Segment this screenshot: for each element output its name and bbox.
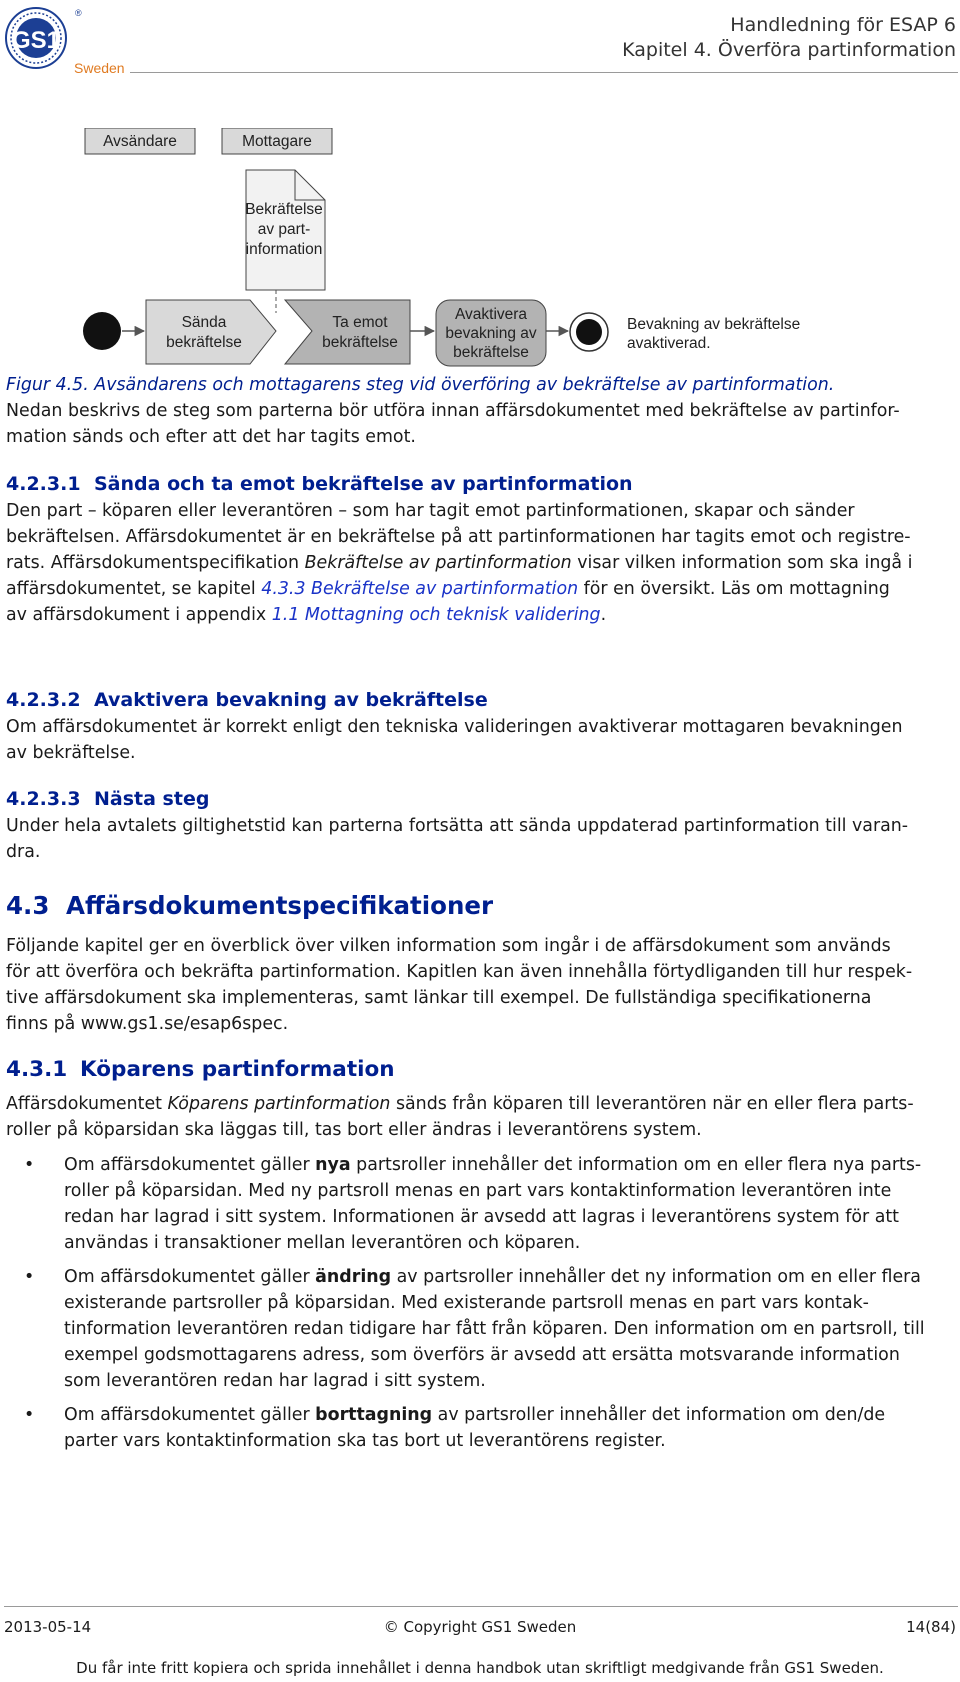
s3-line-1: Under hela avtalets giltighetstid kan parterna fortsätta att sända uppdaterad partinformation till varan- [6, 816, 909, 836]
b1-line-1c: partsroller innehåller det information om en eller flera nya parts- [350, 1155, 922, 1175]
section-heading-431 [6, 1056, 952, 1084]
s43-line-1: Följande kapitel ger en överblick över vilken information som ingår i de affärsdokument som används [6, 936, 891, 956]
section-title: Köparens partinformation [80, 1057, 395, 1082]
b3-line-1b: borttagning [315, 1405, 433, 1425]
s1-line-2: bekräftelsen. Affärsdokumentet är en bekräftelse på att partinformationen har tagits emot och registre- [6, 527, 911, 547]
bullet-marker: • [24, 1155, 35, 1175]
section-number: 4.2.3.2 [6, 689, 81, 711]
s2-line-2: av bekräftelse. [6, 743, 136, 763]
s431-line-1 [6, 1091, 952, 1117]
logo-text: GS1 [11, 27, 61, 54]
s2-line-1: Om affärsdokumentet är korrekt enligt den tekniska valideringen avaktiverar mottagaren bevakningen [6, 717, 903, 737]
b2-line-1a: Om affärsdokumentet gäller [64, 1267, 316, 1287]
section-heading-4231 [6, 471, 952, 497]
section-heading-43 [6, 890, 952, 922]
footer-note: Du får inte fritt kopiera och sprida innehållet i denna handbok utan skriftligt medgivande från GS1 Sweden. [76, 1659, 884, 1677]
section-title: Affärsdokumentspecifikationer [66, 891, 494, 920]
s43-line-4: finns på www.gs1.se/esap6spec. [6, 1014, 289, 1034]
logo-sub: Sweden [74, 60, 125, 76]
s1-line-3b: Bekräftelse av partinformation [304, 553, 572, 573]
bullet-marker: • [24, 1405, 35, 1425]
s431-line-1c: sänds från köparen till leverantören när en eller flera parts- [390, 1094, 914, 1114]
step-receive-line-1: Ta emot [332, 314, 388, 331]
s1-line-5a: av affärsdokument i appendix [6, 605, 272, 625]
b1-line-2: roller på köparsidan. Med ny partsroll menas en part vars kontaktinformation leverantören inte [64, 1181, 892, 1201]
s1-line-3 [6, 550, 952, 576]
footer-rule [4, 1606, 958, 1607]
b2-line-1c: av partsroller innehåller det ny information om en eller flera [391, 1267, 921, 1287]
b2-line-4: exempel godsmottagarens adress, som överförs är avsedd att ersätta motsvarande information [64, 1345, 900, 1365]
b2-line-3: tinformation leverantören redan tidigare har fått från köparen. Den information om en partsroll, till [64, 1319, 925, 1339]
intro-line-2: mation sänds och efter att det har tagits emot. [6, 427, 416, 447]
section-heading-4232 [6, 687, 952, 713]
chapter-title: Kapitel 4. Överföra partinformation [622, 39, 956, 61]
figure-caption-text: Avsändarens och mottagarens steg vid överföring av bekräftelse av partinformation. [88, 375, 835, 395]
b2-line-1b: ändring [315, 1267, 392, 1287]
b1-line-1b: nya [315, 1155, 351, 1175]
step-receive-shape [285, 300, 410, 364]
s43-line-3: tive affärsdokument ska implementeras, samt länkar till exempel. De fullständiga specifikationerna [6, 988, 872, 1008]
s1-line-3c: visar vilken information som ska ingå i [571, 553, 913, 573]
link-4-3-3[interactable]: 4.3.3 Bekräftelse av partinformation [261, 579, 579, 599]
section-heading-4233 [6, 786, 952, 812]
end-label-line-1: Bevakning av bekräftelse [627, 316, 801, 333]
figure-caption [6, 372, 952, 398]
bullet-marker: • [24, 1267, 35, 1287]
lane-receiver-label: Mottagare [242, 133, 312, 150]
s1-line-1: Den part – köparen eller leverantören – som har tagit emot partinformationen, skapar och sänder [6, 501, 855, 521]
b1-line-1a: Om affärsdokumentet gäller [64, 1155, 316, 1175]
step-send-line-2: bekräftelse [166, 334, 242, 351]
step-send-line-1: Sända [181, 314, 227, 331]
b2-line-5: som leverantören redan har lagrad i sitt system. [64, 1371, 486, 1391]
process-diagram [80, 128, 880, 398]
s431-line-2: roller på köparsidan ska läggas till, tas bort eller ändras i leverantörens system. [6, 1120, 702, 1140]
link-appendix-1-1[interactable]: 1.1 Mottagning och teknisk validering [271, 605, 601, 625]
end-label-line-2: avaktiverad. [627, 335, 711, 352]
section-number: 4.2.3.3 [6, 788, 81, 810]
lane-sender-label: Avsändare [103, 133, 177, 150]
intro-line-1: Nedan beskrivs de steg som parterna bör utföra innan affärsdokumentet med bekräftelse av partinfor- [6, 401, 900, 421]
step-receive-line-2: bekräftelse [322, 334, 398, 351]
footer-date: 2013-05-14 [4, 1618, 92, 1636]
s1-line-4a: affärsdokumentet, se kapitel [6, 579, 262, 599]
s1-line-5c: . [600, 605, 607, 625]
step-deactivate-line-3: bekräftelse [453, 344, 529, 361]
b1-line-3: redan har lagrad i sitt system. Informationen är avsedd att lagras i leverantörens system för att [64, 1207, 900, 1227]
b3-line-2: parter vars kontaktinformation ska tas bort ut leverantörens register. [64, 1431, 666, 1451]
s1-line-4 [6, 576, 952, 602]
step-deactivate-line-2: bevakning av [445, 325, 537, 342]
gs1-sweden-logo [4, 4, 130, 76]
b3-line-1 [64, 1402, 952, 1428]
section-title: Avaktivera bevakning av bekräftelse [94, 689, 488, 711]
doc-title: Handledning för ESAP 6 [730, 14, 956, 36]
s1-line-3a: rats. Affärsdokumentspecifikation [6, 553, 305, 573]
logo-reg: ® [75, 8, 82, 18]
s1-line-5 [6, 602, 952, 628]
b3-line-1c: av partsroller innehåller det information om den/de [432, 1405, 886, 1425]
b3-line-1a: Om affärsdokumentet gäller [64, 1405, 316, 1425]
footer-copyright: © Copyright GS1 Sweden [383, 1618, 577, 1636]
document-line-1: Bekräftelse [245, 201, 323, 218]
header-rule [130, 72, 958, 73]
s1-line-4c: för en översikt. Läs om mottagning [578, 579, 890, 599]
document-line-3: information [245, 241, 323, 258]
section-title: Sända och ta emot bekräftelse av partinformation [94, 473, 633, 495]
section-number: 4.3.1 [6, 1057, 68, 1082]
b1-line-4: användas i transaktioner mellan leverantören och köparen. [64, 1233, 581, 1253]
step-send-shape [146, 300, 276, 364]
figure-label: Figur 4.5. [6, 375, 89, 395]
section-title: Nästa steg [94, 788, 210, 810]
step-deactivate-line-1: Avaktivera [454, 306, 528, 323]
b1-line-1 [64, 1152, 952, 1178]
footer-page-number: 14(84) [906, 1618, 956, 1636]
s3-line-2: dra. [6, 842, 41, 862]
start-node [83, 312, 121, 350]
s43-line-2: för att överföra och bekräfta partinformation. Kapitlen kan även innehålla förtydliganden till hur respek- [6, 962, 913, 982]
section-number: 4.3 [6, 891, 50, 920]
s431-line-1b: Köparens partinformation [167, 1094, 391, 1114]
section-number: 4.2.3.1 [6, 473, 81, 495]
document-line-2: av part- [257, 221, 311, 238]
s431-line-1a: Affärsdokumentet [6, 1094, 168, 1114]
b2-line-2: existerande partsroller på köparsidan. Med existerande partsroll menas en part vars kontak- [64, 1293, 869, 1313]
b2-line-1 [64, 1264, 952, 1290]
